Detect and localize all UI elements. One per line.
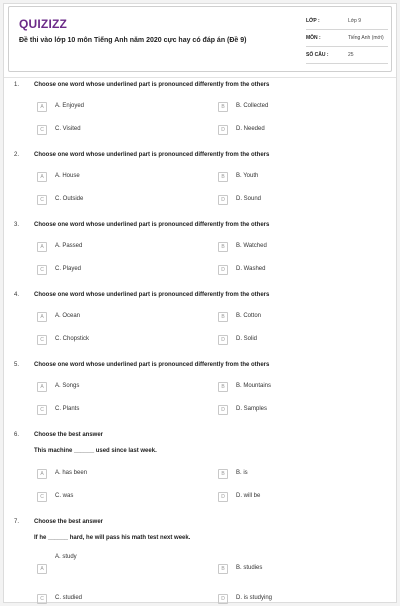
option-letter-box: A	[37, 172, 47, 182]
question-text: Choose one word whose underlined part is pronounced differently from the others	[34, 152, 270, 158]
option-letter-box: C	[37, 492, 47, 502]
option-letter-box: D	[218, 492, 228, 502]
option-letter-box: C	[37, 594, 47, 604]
meta-value: 25	[348, 52, 354, 58]
option-letter-box: A	[37, 312, 47, 322]
option-text: C. studied	[55, 595, 83, 601]
question-number: 2.	[14, 152, 20, 158]
option-letter-box: C	[37, 125, 47, 135]
header-divider	[4, 77, 396, 78]
option-text: C. Played	[55, 266, 82, 272]
option-letter-box: D	[218, 594, 228, 604]
option-text: B. Watched	[236, 243, 267, 249]
meta-label: MÔN :	[306, 35, 321, 41]
question-text: Choose one word whose underlined part is pronounced differently from the others	[34, 82, 270, 88]
quizizz-logo: QUIZIZZ	[19, 17, 68, 31]
worksheet-header	[8, 6, 392, 72]
option-letter-box: C	[37, 265, 47, 275]
option-text: B. studies	[236, 565, 263, 571]
option-letter-box: B	[218, 102, 228, 112]
option-letter-box: B	[218, 242, 228, 252]
option-text: D. will be	[236, 493, 261, 499]
question-text: Choose the best answer	[34, 519, 104, 525]
worksheet-meta	[306, 15, 388, 66]
option-text: C. Plants	[55, 406, 80, 412]
option-letter-box: D	[218, 405, 228, 415]
option-letter-box: A	[37, 102, 47, 112]
option-text: D. Solid	[236, 336, 258, 342]
option-letter-box: C	[37, 195, 47, 205]
option-letter-box: D	[218, 125, 228, 135]
page-title: Đề thi vào lớp 10 môn Tiếng Anh năm 2020 cực hay có đáp án (Đề 9)	[19, 37, 247, 44]
option-text: C. Chopstick	[55, 336, 90, 342]
option-letter-box: B	[218, 172, 228, 182]
option-text: A. study	[55, 554, 77, 560]
option-letter-box: A	[37, 564, 47, 574]
option-text: B. Mountains	[236, 383, 272, 389]
meta-value: Tiếng Anh (mới)	[348, 35, 384, 41]
option-text: A. House	[55, 173, 80, 179]
option-text: D. Washed	[236, 266, 266, 272]
meta-value: Lớp 9	[348, 18, 362, 24]
meta-label: SỐ CÂU :	[306, 52, 329, 58]
option-text: D. Samples	[236, 406, 268, 412]
option-letter-box: C	[37, 405, 47, 415]
question-number: 4.	[14, 292, 20, 298]
option-text: D. is studying	[236, 595, 273, 601]
option-text: D. Needed	[236, 126, 265, 132]
option-text: D. Sound	[236, 196, 262, 202]
question-sentence: If he ______ hard, he will pass his math test next week.	[34, 535, 191, 541]
option-letter-box: D	[218, 195, 228, 205]
option-text: A. Ocean	[55, 313, 81, 319]
option-letter-box: C	[37, 335, 47, 345]
question-number: 1.	[14, 82, 20, 88]
question-sentence: This machine ______ used since last week.	[34, 448, 157, 454]
option-letter-box: B	[218, 382, 228, 392]
option-letter-box: A	[37, 242, 47, 252]
option-text: B. is	[236, 470, 248, 476]
meta-label: LỚP :	[306, 18, 320, 24]
question-number: 5.	[14, 362, 20, 368]
option-text: A. Passed	[55, 243, 83, 249]
option-text: B. Cotton	[236, 313, 262, 319]
option-text: C. Visited	[55, 126, 81, 132]
question-text: Choose one word whose underlined part is pronounced differently from the others	[34, 222, 270, 228]
meta-row-subject	[306, 32, 388, 47]
question-number: 7.	[14, 519, 20, 525]
option-text: A. Songs	[55, 383, 80, 389]
option-text: C. was	[55, 493, 74, 499]
question-number: 3.	[14, 222, 20, 228]
question-text: Choose the best answer	[34, 432, 104, 438]
option-letter-box: B	[218, 312, 228, 322]
question-text: Choose one word whose underlined part is pronounced differently from the others	[34, 362, 270, 368]
option-letter-box: A	[37, 382, 47, 392]
option-text: C. Outside	[55, 196, 84, 202]
meta-row-question-count	[306, 49, 388, 64]
worksheet-page	[3, 3, 397, 603]
option-letter-box: D	[218, 335, 228, 345]
option-text: B. Youth	[236, 173, 259, 179]
question-text: Choose one word whose underlined part is pronounced differently from the others	[34, 292, 270, 298]
option-text: A. has been	[55, 470, 88, 476]
meta-row-grade	[306, 15, 388, 30]
option-letter-box: B	[218, 469, 228, 479]
question-number: 6.	[14, 432, 20, 438]
option-letter-box: A	[37, 469, 47, 479]
option-letter-box: B	[218, 564, 228, 574]
option-text: B. Collected	[236, 103, 269, 109]
option-letter-box: D	[218, 265, 228, 275]
option-text: A. Enjoyed	[55, 103, 85, 109]
